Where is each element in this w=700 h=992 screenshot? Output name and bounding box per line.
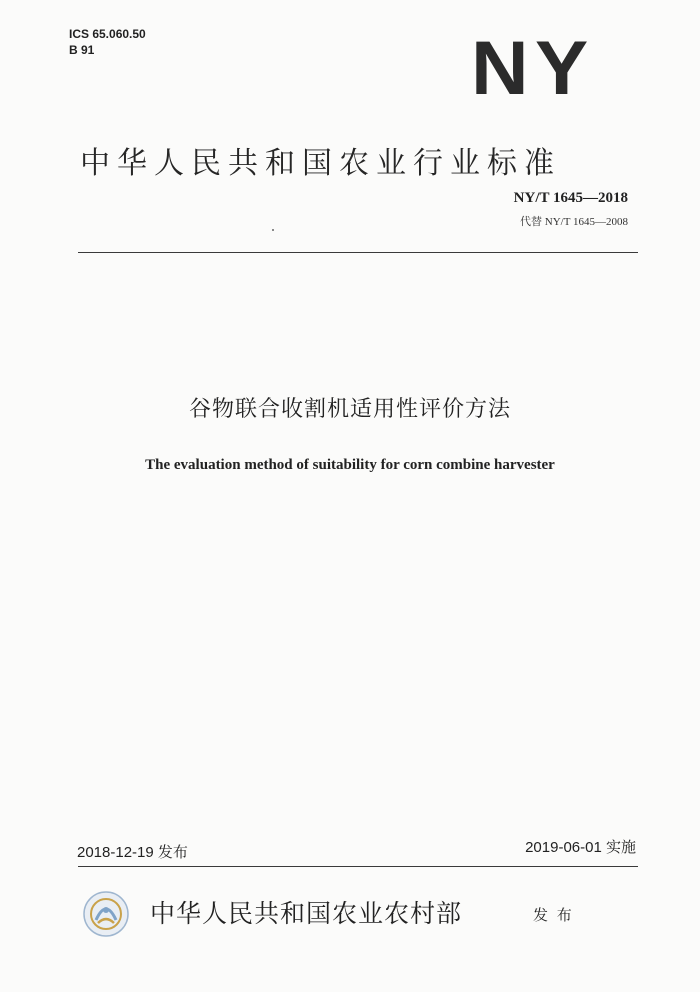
ics-classification — [69, 26, 146, 58]
standard-category: 中华人民共和国农业行业标准 — [80, 146, 561, 181]
document-title-cn: 谷物联合收割机适用性评价方法 — [188, 397, 511, 422]
ministry-seal-icon — [82, 890, 130, 938]
document-title-en: The evaluation method of suitability for corn combine harvester — [145, 457, 555, 473]
bottom-divider — [78, 866, 638, 867]
standard-number: NY/T 1645—2018 — [513, 190, 628, 206]
ccs-code: B 91 — [69, 43, 95, 57]
speck — [272, 229, 274, 231]
issue-date: 2018-12-19 发布 — [77, 844, 188, 861]
ny-logo: NY — [471, 26, 595, 111]
issue-action-label: 发 布 — [533, 906, 574, 924]
issuing-authority: 中华人民共和国农业农村部 — [150, 899, 463, 928]
ics-code: ICS 65.060.50 — [69, 27, 146, 41]
implementation-date: 2019-06-01 实施 — [525, 839, 636, 856]
top-divider — [78, 252, 638, 253]
replaces-standard: 代替 NY/T 1645—2008 — [520, 216, 628, 228]
